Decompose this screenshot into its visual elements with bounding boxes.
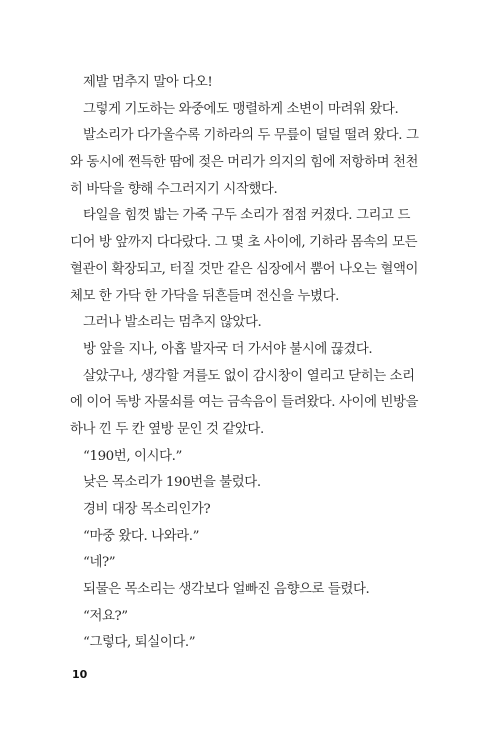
text-line: 낮은 목소리가 190번을 불렀다. <box>83 475 261 491</box>
text-line: 혈관이 확장되고, 터질 것만 같은 심장에서 뿜어 나오는 혈액이 <box>70 261 419 277</box>
text-line: 그렇게 기도하는 와중에도 맹렬하게 소변이 마려워 왔다. <box>83 101 399 117</box>
text-line: 그러나 발소리는 멈추지 않았다. <box>83 315 262 331</box>
text-line: 방 앞을 지나, 아홉 발자국 더 가서야 불시에 끊겼다. <box>83 341 373 357</box>
text-line: 발소리가 다가올수록 기하라의 두 무릎이 덜덜 떨려 왔다. 그 <box>83 128 419 144</box>
text-line: 타일을 힘껏 밟는 가죽 구두 소리가 점점 커졌다. 그리고 드 <box>83 208 410 224</box>
body-text <box>70 70 419 657</box>
text-line: “190번, 이시다.” <box>83 448 182 464</box>
text-line: 히 바닥을 향해 수그러지기 시작했다. <box>70 181 278 197</box>
text-line: 경비 대장 목소리인가? <box>83 502 211 517</box>
text-line: 되물은 목소리는 생각보다 얼빠진 음향으로 들렸다. <box>83 582 370 598</box>
text-line: “저요?” <box>83 608 128 624</box>
text-line: 체모 한 가닥 한 가닥을 뒤흔들며 전신을 누볐다. <box>70 288 340 304</box>
text-line: 하나 낀 두 칸 옆방 문인 것 같았다. <box>70 421 264 437</box>
text-line: 살았구나, 생각할 겨를도 없이 감시창이 열리고 닫히는 소리 <box>83 368 415 384</box>
text-line: 에 이어 독방 자물쇠를 여는 금속음이 들려왔다. 사이에 빈방을 <box>70 395 419 411</box>
text-line: “마중 왔다. 나와라.” <box>83 528 200 544</box>
text-line: 와 동시에 쩐득한 땀에 젖은 머리가 의지의 힘에 저항하며 천천 <box>70 155 419 171</box>
text-line: “그렇다, 퇴실이다.” <box>83 635 196 651</box>
text-line: 디어 방 앞까지 다다랐다. 그 몇 초 사이에, 기하라 몸속의 모든 <box>70 235 418 251</box>
page-number: 10 <box>72 668 88 681</box>
text-line: 제발 멈추지 말아 다오! <box>83 75 213 90</box>
text-line: “네?” <box>83 555 116 571</box>
